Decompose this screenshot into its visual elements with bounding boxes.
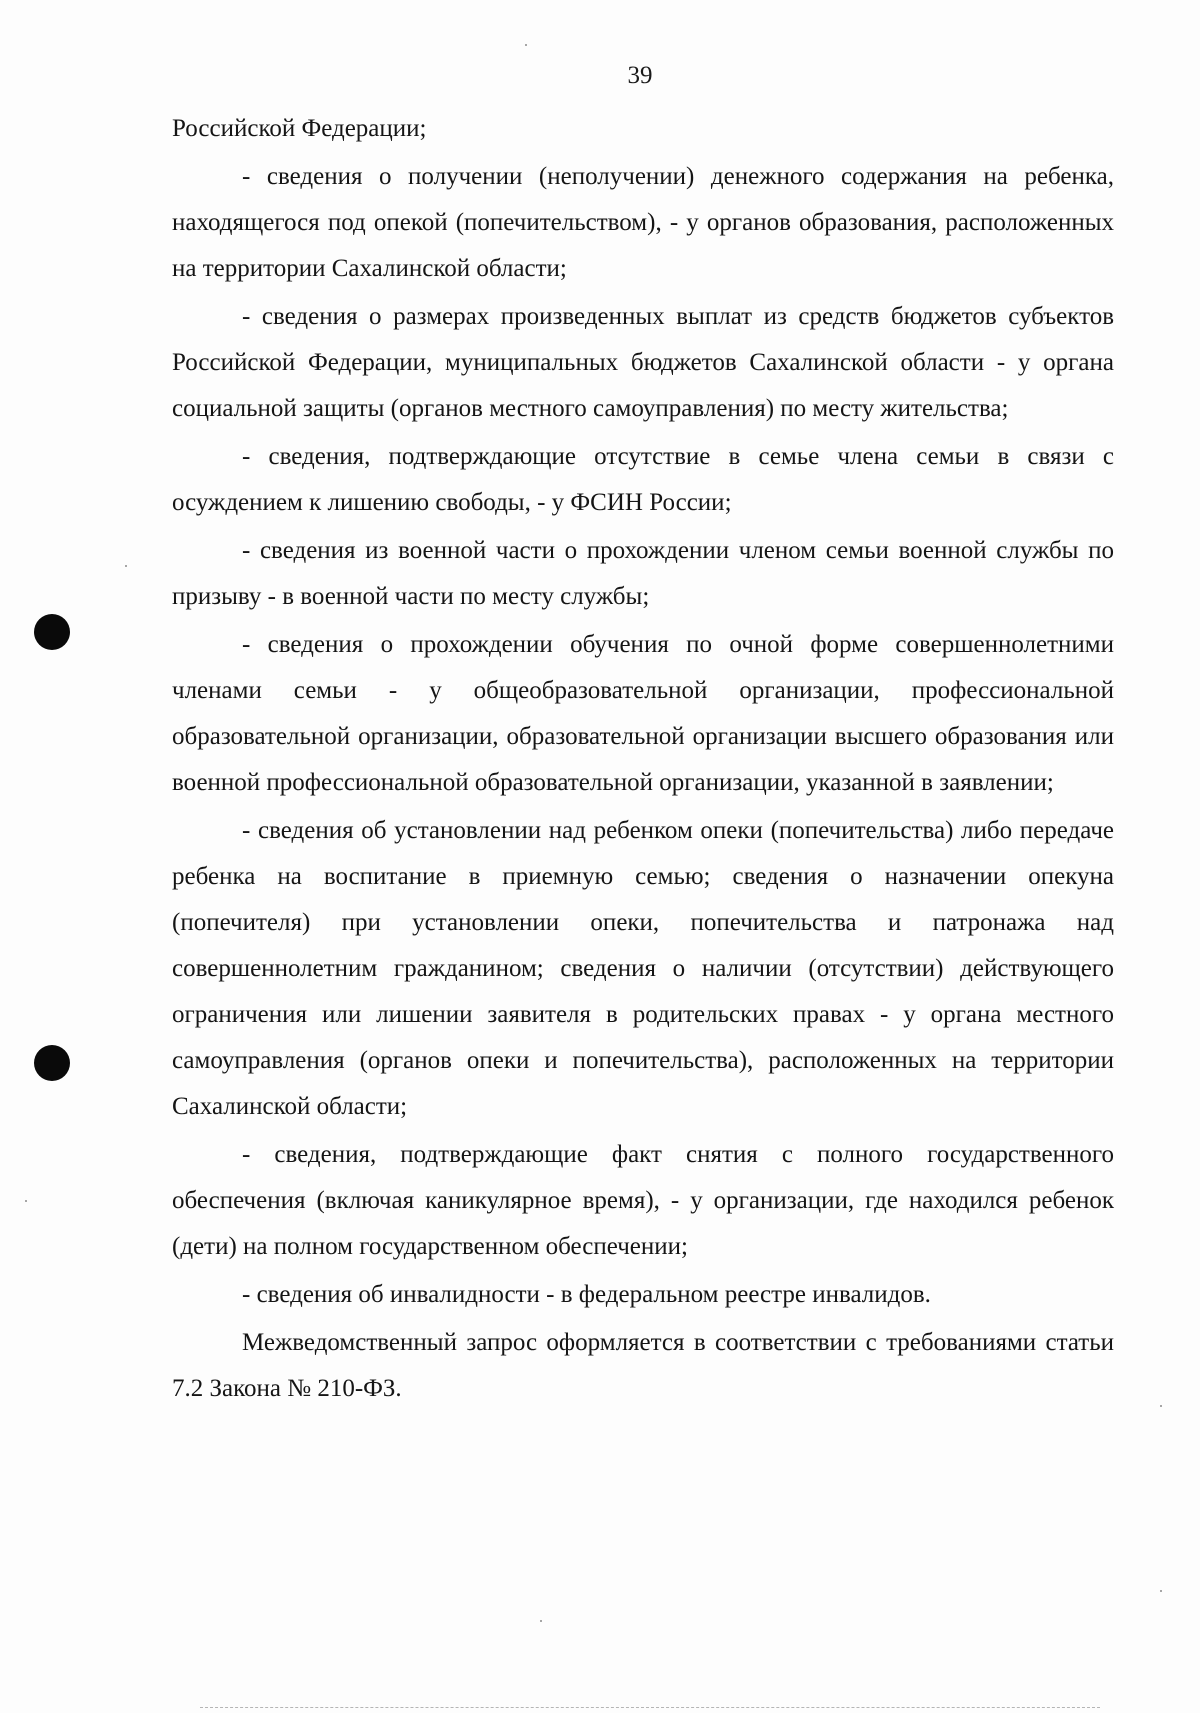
paragraph-fsin: - сведения, подтверждающие отсутствие в семье члена семьи в связи с осуждением к лишению свободы, - у ФСИН России; [172,443,1114,516]
paragraph-monetary-allowance: - сведения о получении (неполучении) денежного содержания на ребенка, находящегося под опекой (попечительством), - у органов образования, расположенных на территории Сахалинской области; [172,163,1114,282]
scan-speck [1160,1590,1162,1592]
paragraph-education: - сведения о прохождении обучения по очной форме совершеннолетними членами семьи - у общеобразовательной организации, профессиональной образовательной организации, образовательной организации высшего образования или военной профессиональной образовательной организации, указанной в заявлении; [172,631,1114,796]
paragraph-interagency-request: Межведомственный запрос оформляется в соответствии с требованиями статьи 7.2 Закона № 210-ФЗ. [172,1329,1114,1402]
scan-speck [125,565,127,567]
paragraph-payments: - сведения о размерах произведенных выплат из средств бюджетов субъектов Российской Федерации, муниципальных бюджетов Сахалинской области - у органа социальной защиты (органов местного самоуправления) по месту жительства; [172,303,1114,422]
scan-speck [525,44,527,46]
scan-speck [1160,1405,1162,1407]
scan-speck [540,1620,542,1622]
binder-hole-top [34,614,70,650]
scan-edge-line [200,1707,1100,1709]
paragraph-guardianship: - сведения об установлении над ребенком опеки (попечительства) либо передаче ребенка на воспитание в приемную семью; сведения о назначении опекуна (попечителя) при установлении опеки, попечительства и патронажа над совершеннолетним гражданином; сведения о наличии (отсутствии) действующего ограничения или лишении заявителя в родительских правах - у органа местного самоуправления (органов опеки и попечительства), расположенных на территории Сахалинской области; [172,817,1114,1120]
paragraph-disability: - сведения об инвалидности - в федеральном реестре инвалидов. [242,1281,931,1308]
paragraph-continuation: Российской Федерации; [172,115,427,142]
document-body [172,106,1114,1414]
paragraph-state-support: - сведения, подтверждающие факт снятия с полного государственного обеспечения (включая каникулярное время), - у организации, где находился ребенок (дети) на полном государственном обеспечении; [172,1141,1114,1260]
scan-speck [25,1200,27,1202]
paragraph-military-service: - сведения из военной части о прохождении членом семьи военной службы по призыву - в военной части по месту службы; [172,537,1114,610]
binder-hole-bottom [34,1045,70,1081]
page-number: 39 [627,62,653,89]
